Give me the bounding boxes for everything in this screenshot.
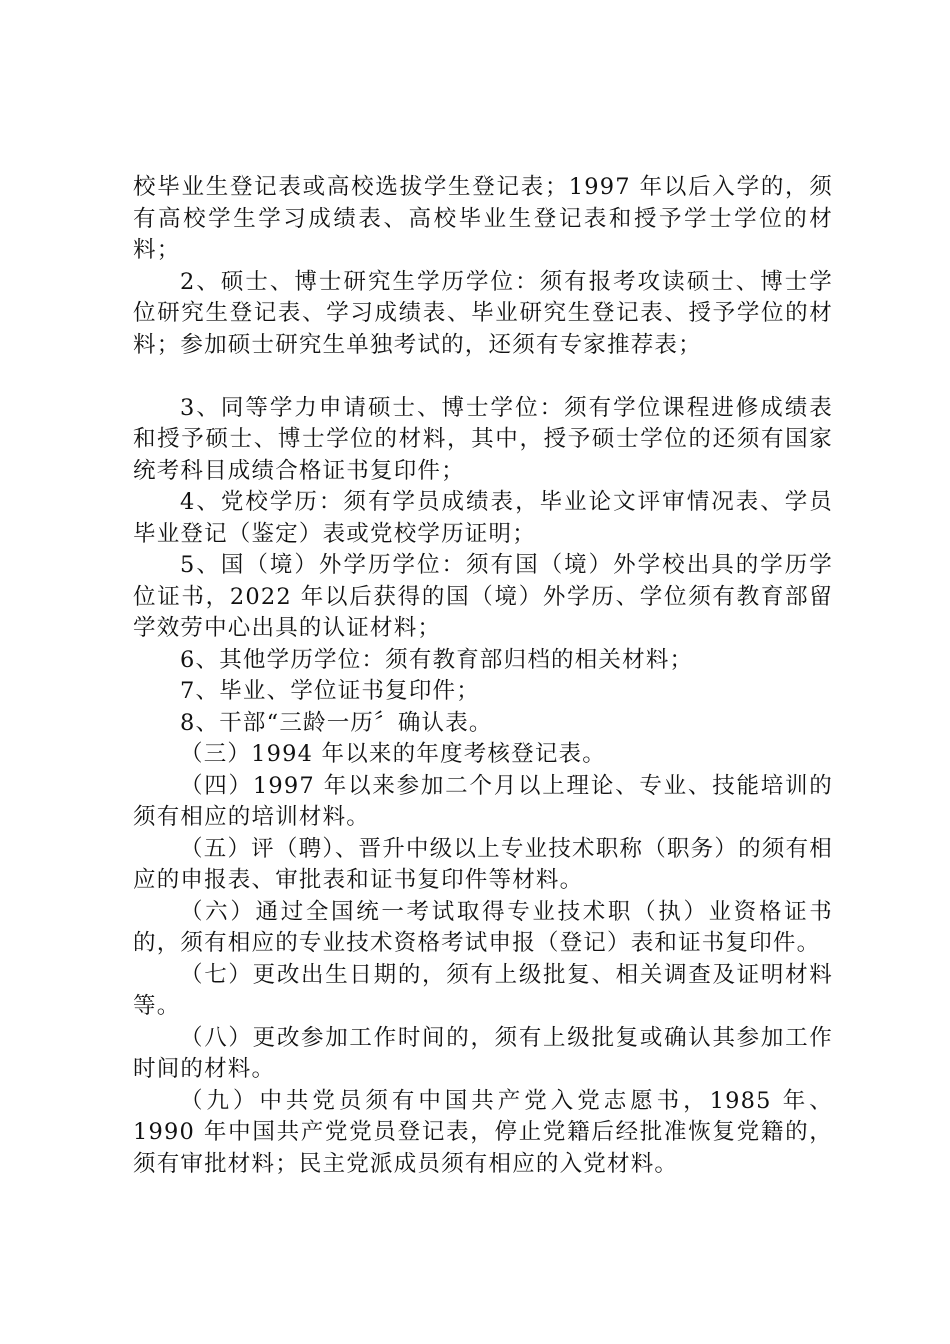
paragraph-2: 2、硕士、博士研究生学历学位：须有报考攻读硕士、博士学位研究生登记表、学习成绩表、毕业研究生登记表、授予学位的材料；参加硕士研究生单独考试的，还须有专家推荐表；: [133, 268, 833, 358]
paragraph-8: 8、干部“三龄一历〞确认表。: [180, 709, 493, 736]
paragraph-12: （六）通过全国统一考试取得专业技术职（执）业资格证书的，须有相应的专业技术资格考试申报（登记）表和证书复印件。: [133, 898, 833, 956]
paragraph-14: （八）更改参加工作时间的，须有上级批复或确认其参加工作时间的材料。: [133, 1024, 833, 1082]
document-body: [133, 172, 833, 1180]
paragraph-11: （五）评（聘）、晋升中级以上专业技术职称（职务）的须有相应的申报表、审批表和证书复印件等材料。: [133, 835, 833, 893]
paragraph-5: 5、国（境）外学历学位：须有国（境）外学校出具的学历学位证书，2022 年以后获得的国（境）外学历、学位须有教育部留学效劳中心出具的认证材料；: [133, 552, 833, 641]
paragraph-3: 3、同等学力申请硕士、博士学位：须有学位课程进修成绩表和授予硕士、博士学位的材料，其中，授予硕士学位的还须有国家统考科目成绩合格证书复印件；: [133, 394, 833, 484]
paragraph-15: （九）中共党员须有中国共产党入党志愿书，1985 年、1990 年中国共产党党员登记表，停止党籍后经批准恢复党籍的，须有审批材料；民主党派成员须有相应的入党材料。: [133, 1087, 833, 1177]
paragraph-10: （四）1997 年以来参加二个月以上理论、专业、技能培训的须有相应的培训材料。: [133, 772, 833, 830]
paragraph-13: （七）更改出生日期的，须有上级批复、相关调查及证明材料等。: [133, 961, 833, 1019]
paragraph-gap: [133, 361, 833, 393]
paragraph-4: 4、党校学历：须有学员成绩表，毕业论文评审情况表、学员毕业登记（鉴定）表或党校学历证明；: [133, 489, 833, 547]
paragraph-6: 6、其他学历学位：须有教育部归档的相关材料；: [180, 646, 694, 673]
paragraph-1: 校毕业生登记表或高校选拔学生登记表；1997 年以后入学的，须有高校学生学习成绩表、高校毕业生登记表和授予学士学位的材料；: [133, 174, 833, 263]
paragraph-7: 7、毕业、学位证书复印件；: [180, 678, 480, 704]
paragraph-9: （三）1994 年以来的年度考核登记表。: [180, 741, 606, 767]
